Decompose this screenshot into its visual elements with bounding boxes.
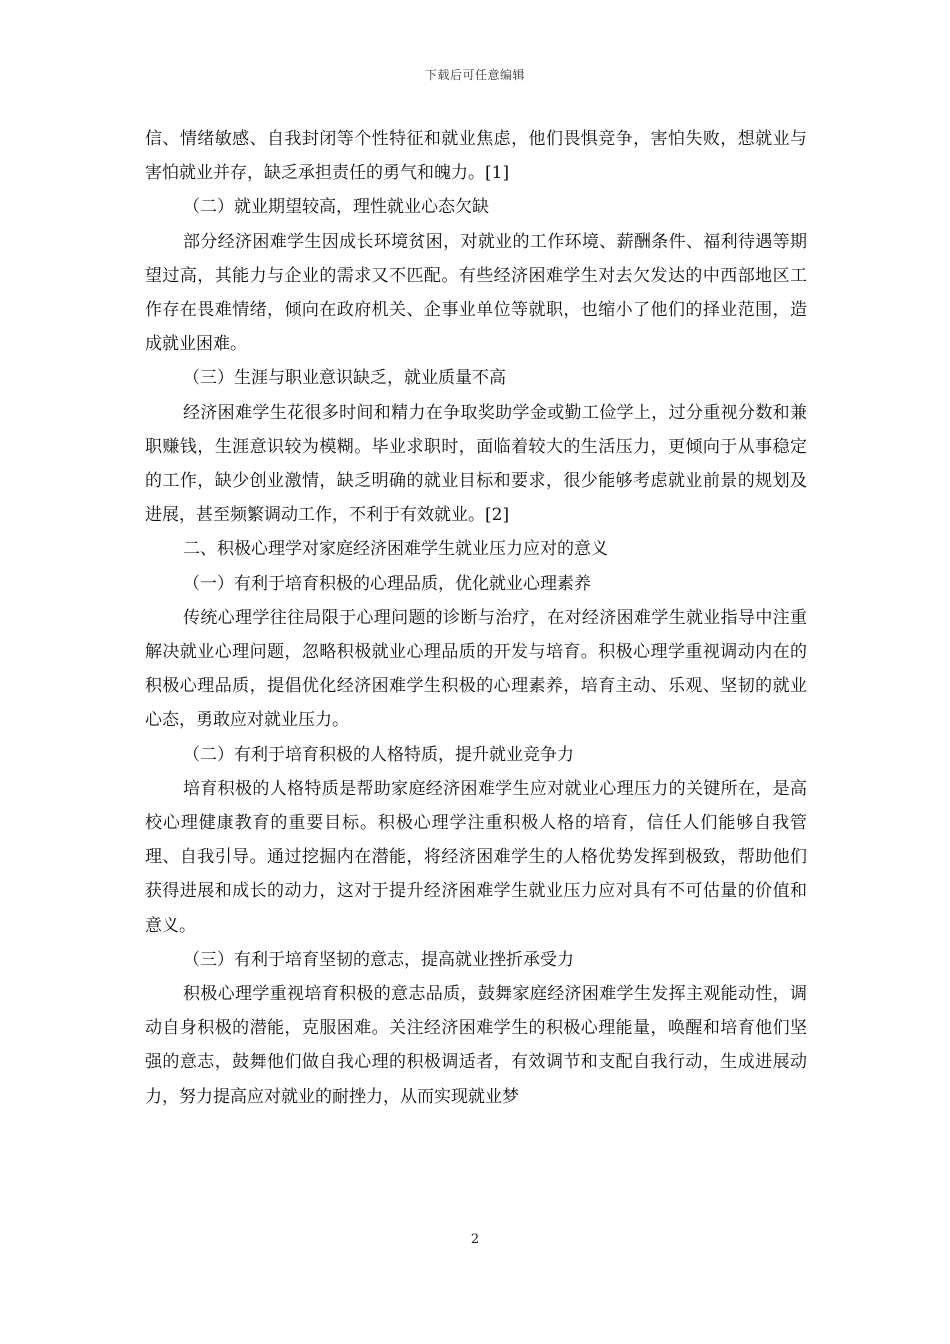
page-number: 2 xyxy=(470,1232,480,1247)
paragraph: 信、情绪敏感、自我封闭等个性特征和就业焦虑，他们畏惧竞争，害怕失败，想就业与害怕就业并存，缺乏承担责任的勇气和魄力。[1] xyxy=(145,129,807,184)
subsection-heading: （一）有利于培育积极的心理品质，优化就业心理素养 xyxy=(183,573,591,594)
subsection-heading: （三）生涯与职业意识缺乏，就业质量不高 xyxy=(183,368,506,389)
subsection-heading: （二）有利于培育积极的人格特质，提升就业竞争力 xyxy=(183,744,574,765)
section-heading: 二、积极心理学对家庭经济困难学生就业压力应对的意义 xyxy=(183,539,608,560)
subsection-heading: （二）就业期望较高，理性就业心态欠缺 xyxy=(183,197,489,218)
subsection-heading: （三）有利于培育坚韧的意志，提高就业挫折承受力 xyxy=(183,949,574,970)
document-body xyxy=(145,122,807,1114)
page-header: 下载后可任意编辑 xyxy=(424,68,525,82)
paragraph: 部分经济困难学生因成长环境贫困，对就业的工作环境、薪酬条件、福利待遇等期望过高，其能力与企业的需求又不匹配。有些经济困难学生对去欠发达的中西部地区工作存在畏难情绪，倾向在政府机关、企事业单位等就职，也缩小了他们的择业范围，造成就业困难。 xyxy=(145,231,807,355)
paragraph: 经济困难学生花很多时间和精力在争取奖助学金或勤工俭学上，过分重视分数和兼职赚钱，生涯意识较为模糊。毕业求职时，面临着较大的生活压力，更倾向于从事稳定的工作，缺少创业激情，缺乏明确的就业目标和要求，很少能够考虑就业前景的规划及进展，甚至频繁调动工作，不利于有效就业。[2] xyxy=(145,402,807,526)
paragraph: 培育积极的人格特质是帮助家庭经济困难学生应对就业心理压力的关键所在，是高校心理健康教育的重要目标。积极心理学注重积极人格的培育，信任人们能够自我管理、自我引导。通过挖掘内在潜能，将经济困难学生的人格优势发挥到极致，帮助他们获得进展和成长的动力，这对于提升经济困难学生就业压力应对具有不可估量的价值和意义。 xyxy=(145,778,807,936)
paragraph: 积极心理学重视培育积极的意志品质，鼓舞家庭经济困难学生发挥主观能动性，调动自身积极的潜能，克服困难。关注经济困难学生的积极心理能量，唤醒和培育他们坚强的意志，鼓舞他们做自我心理的积极调适者，有效调节和支配自我行动，生成进展动力，努力提高应对就业的耐挫力，从而实现就业梦 xyxy=(145,984,807,1107)
paragraph: 传统心理学往往局限于心理问题的诊断与治疗，在对经济困难学生就业指导中注重解决就业心理问题，忽略积极就业心理品质的开发与培育。积极心理学重视调动内在的积极心理品质，提倡优化经济困难学生积极的心理素养，培育主动、乐观、坚韧的就业心态，勇敢应对就业压力。 xyxy=(145,607,807,731)
